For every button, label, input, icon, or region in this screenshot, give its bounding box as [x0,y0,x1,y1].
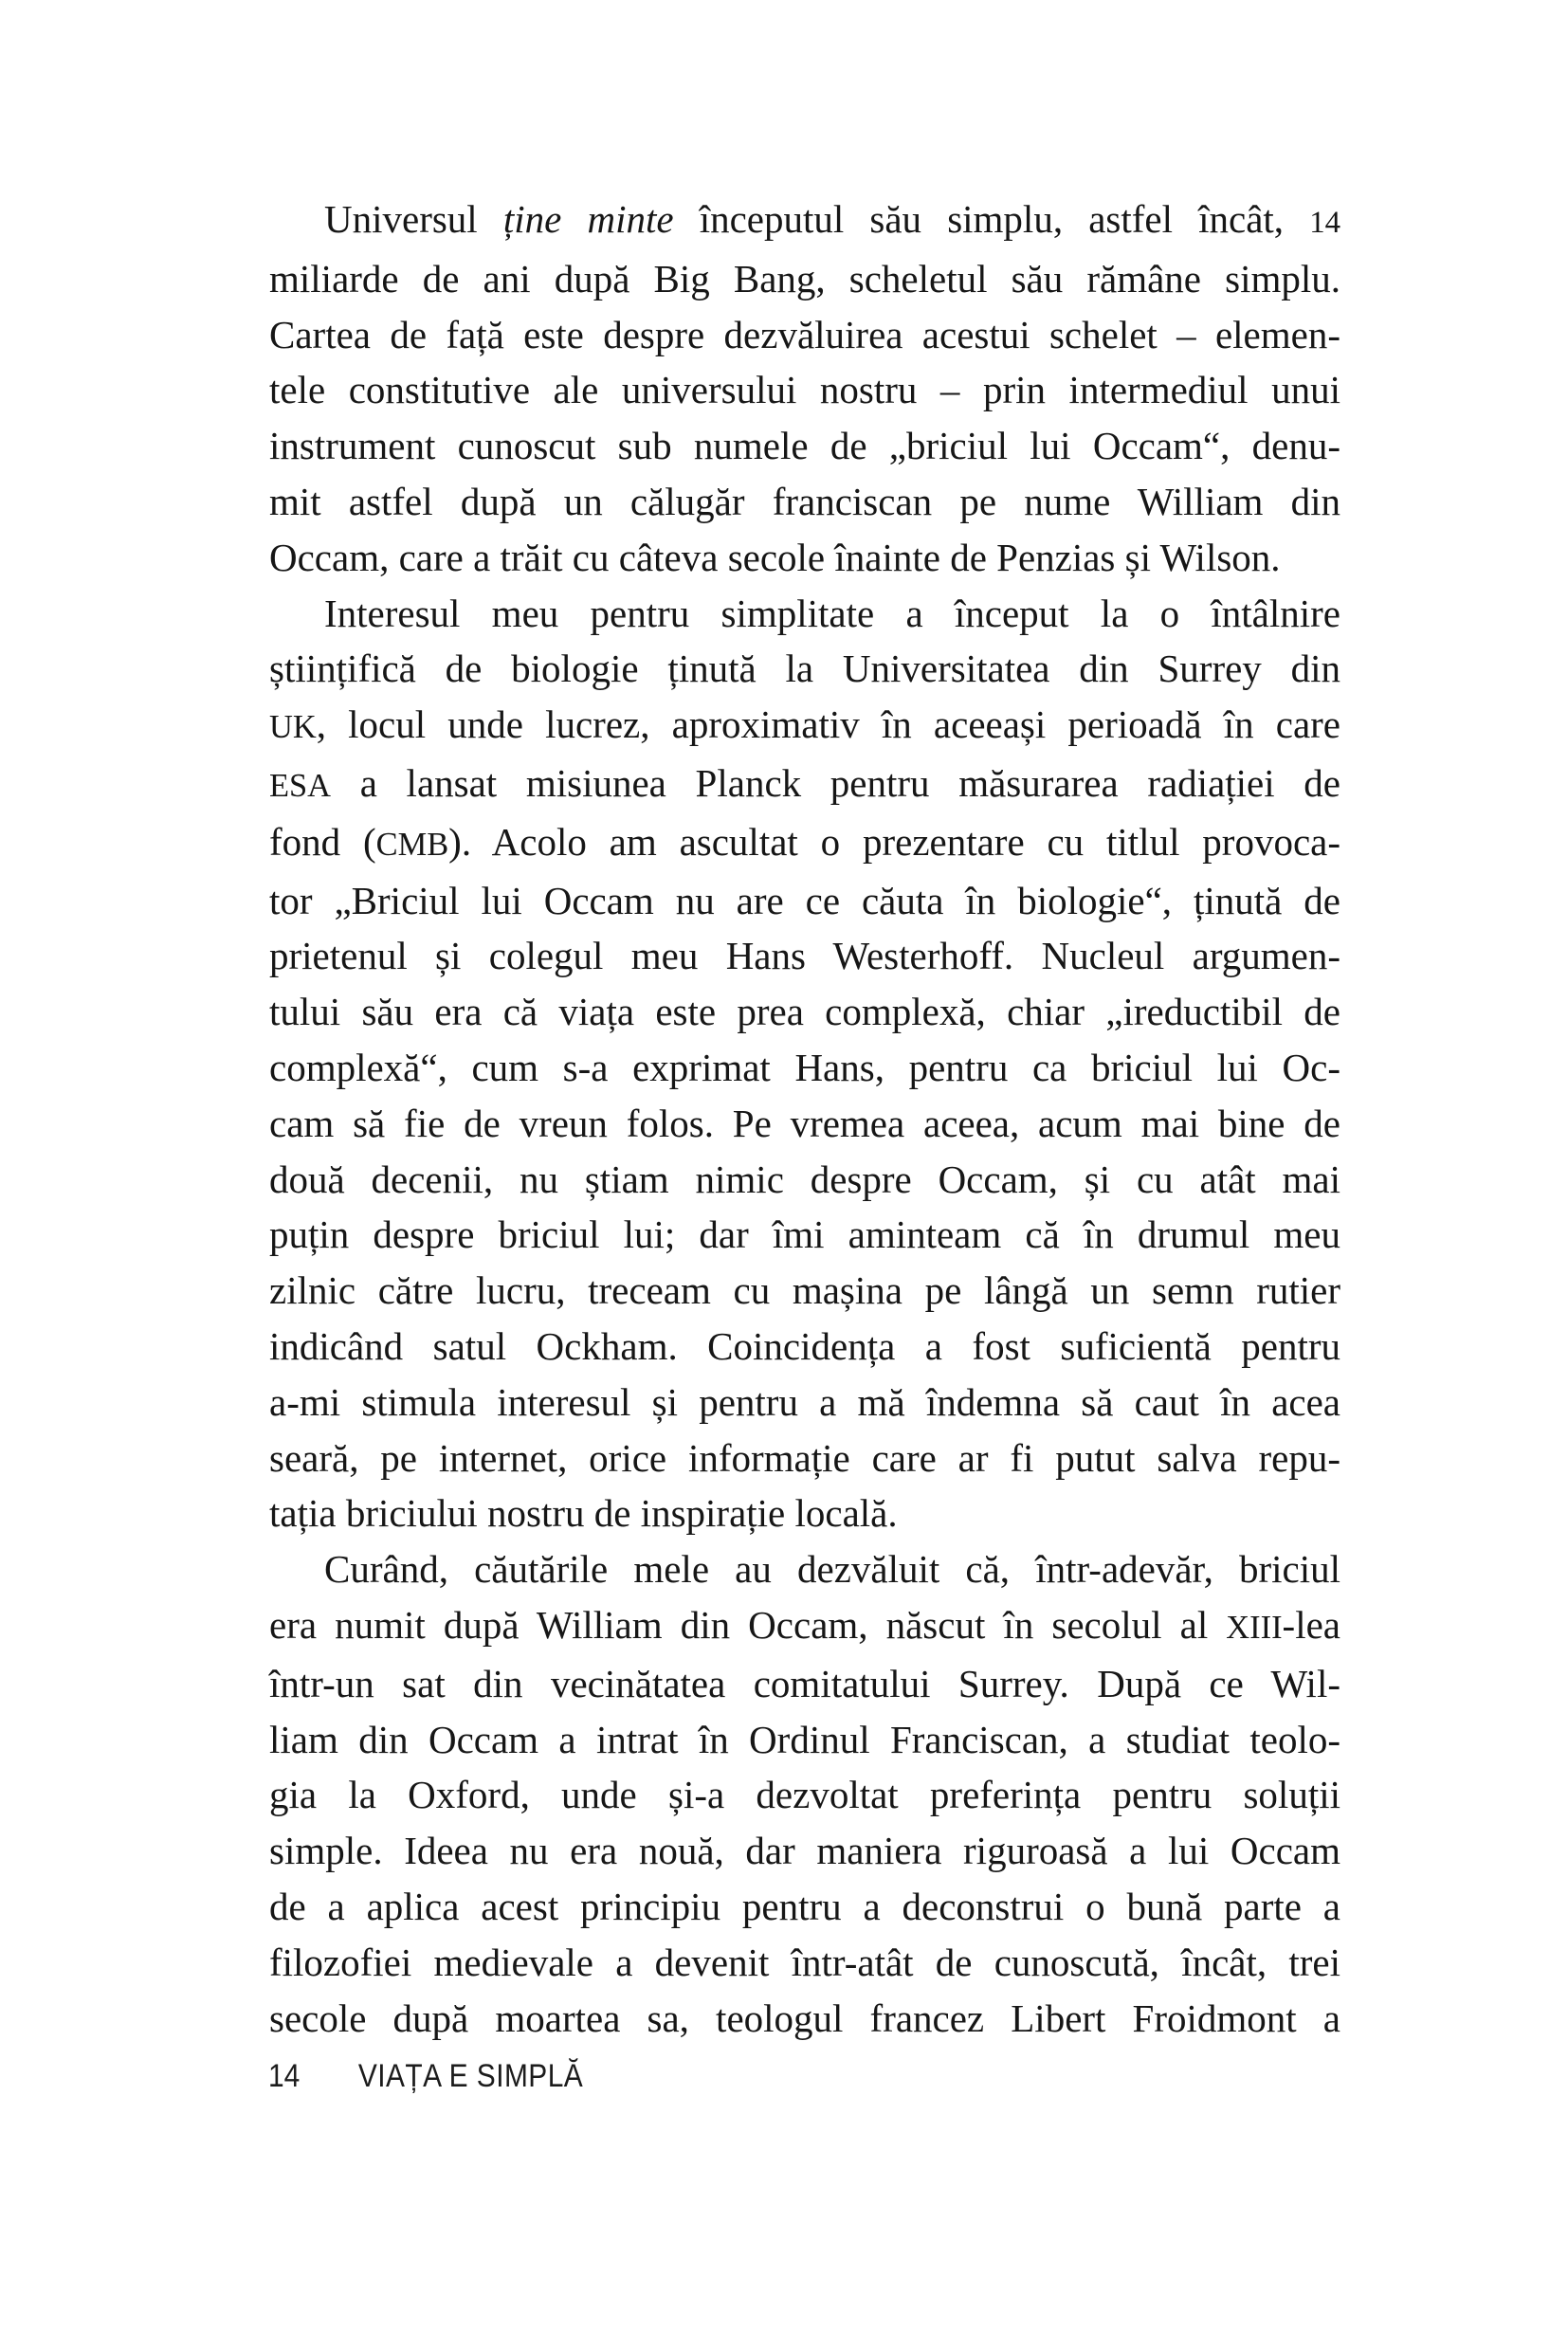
text-segment: liam din Occam a intrat în Ordinul Franciscan, a studiat teolo- [269,1717,1340,1761]
text-segment: de a aplica acest principiu pentru a deconstrui o bună parte a [269,1884,1340,1928]
text-line [269,1823,1340,1879]
text-line [269,530,1340,586]
text-segment: complexă“, cum s-a exprimat Hans, pentru ca briciul lui Oc- [269,1045,1340,1089]
text-line [269,814,1340,873]
text-line [269,756,1340,814]
text-segment: indicând satul Ockham. Coincidența a fost suficientă pentru [269,1323,1340,1368]
text-segment: 14 [1309,206,1340,240]
text-line [269,1485,1340,1541]
text-segment: -lea [1282,1602,1340,1647]
text-line [269,1597,1340,1656]
text-segment: gia la Oxford, unde și-a dezvoltat preferința pentru soluții [269,1773,1340,1817]
text-line [269,1431,1340,1486]
text-segment: Universul [324,197,503,241]
text-line [269,474,1340,530]
paragraph [269,586,1340,1542]
body-text [269,191,1340,2046]
text-segment: mit astfel după un călugăr franciscan pe nume William din [269,479,1340,523]
paragraph [269,191,1340,586]
text-line [269,586,1340,642]
text-segment: fond ( [269,819,376,864]
text-segment: Interesul meu pentru simplitate a început la o întâlnire [324,591,1340,635]
text-segment: tele constitutive ale universului nostru – prin intermediul unui [269,368,1340,412]
text-segment: Occam, care a trăit cu câteva secole înainte de Penzias și Wilson. [269,535,1281,579]
text-segment: Curând, căutările mele au dezvăluit că, într-adevăr, briciul [324,1547,1340,1592]
text-segment: XIII [1226,1609,1283,1646]
text-segment: secole după moartea sa, teologul francez Libert Froidmont a [269,1996,1340,2040]
text-line [269,873,1340,929]
text-line [269,191,1340,251]
text-segment: filozofiei medievale a devenit într-atât de cunoscută, încât, trei [269,1940,1340,1984]
text-line [269,1991,1340,2047]
text-segment: CMB [375,826,449,863]
page-footer [268,2058,583,2095]
text-segment: UK [269,709,317,746]
text-segment: tația briciului nostru de inspirație locală. [269,1491,898,1536]
text-segment: miliarde de ani după Big Bang, scheletul său rămâne simplu. [269,256,1340,301]
text-line [269,1541,1340,1597]
text-segment: a lansat misiunea Planck pentru măsurarea radiației de [331,760,1340,805]
text-segment: cam să fie de vreun folos. Pe vremea aceea, acum mai bine de [269,1101,1340,1145]
text-segment: științifică de biologie ținută la Universitatea din Surrey din [269,647,1340,691]
paragraph [269,1541,1340,2046]
text-line [269,362,1340,418]
text-segment: a-mi stimula interesul și pentru a mă îndemna să caut în acea [269,1379,1340,1424]
text-segment: ). Acolo am ascultat o prezentare cu titlul provoca- [448,819,1340,864]
text-segment: era numit după William din Occam, născut în secolul al [269,1602,1227,1647]
text-line [269,1152,1340,1208]
text-line [269,1767,1340,1823]
text-line [269,418,1340,474]
text-segment: într-un sat din vecinătatea comitatului Surrey. După ce Wil- [269,1661,1340,1705]
text-line [269,1207,1340,1263]
text-line [269,1935,1340,1991]
text-line [269,1712,1340,1768]
text-segment: Cartea de față este despre dezvăluirea acestui schelet – elemen- [269,312,1340,356]
text-segment: simple. Ideea nu era nouă, dar maniera riguroasă a lui Occam [269,1829,1340,1873]
text-line [269,641,1340,697]
text-segment: două decenii, nu știam nimic despre Occam, și cu atât mai [269,1157,1340,1201]
text-segment: , locul unde lucrez, aproximativ în aceeași perioadă în care [316,702,1340,747]
text-line [269,928,1340,984]
text-segment: ține minte [502,197,674,241]
text-line [269,1656,1340,1712]
text-segment: ESA [269,767,332,804]
text-line [269,697,1340,756]
text-segment: prietenul și colegul meu Hans Westerhoff. Nucleul argumen- [269,934,1340,978]
text-segment: puțin despre briciul lui; dar îmi aminteam că în drumul meu [269,1212,1340,1257]
text-line [269,1263,1340,1319]
text-segment: zilnic către lucru, treceam cu mașina pe lângă un semn rutier [269,1268,1340,1313]
text-line [269,1040,1340,1096]
text-line [269,307,1340,363]
text-line [269,1319,1340,1375]
text-segment: seară, pe internet, orice informație care ar fi putut salva repu- [269,1435,1340,1480]
text-segment: începutul său simplu, astfel încât, [673,197,1310,241]
running-title: VIAȚA E SIMPLĂ [357,2058,584,2094]
text-segment: instrument cunoscut sub numele de „briciul lui Occam“, denu- [269,424,1340,468]
text-segment: tului său era că viața este prea complexă, chiar „ireductibil de [269,990,1340,1034]
text-segment: tor „Briciul lui Occam nu are ce căuta în biologie“, ținută de [269,878,1340,922]
page-number: 14 [268,2058,301,2094]
text-line [269,1096,1340,1152]
text-line [269,984,1340,1040]
text-line [269,1375,1340,1431]
text-line [269,251,1340,307]
text-line [269,1879,1340,1935]
